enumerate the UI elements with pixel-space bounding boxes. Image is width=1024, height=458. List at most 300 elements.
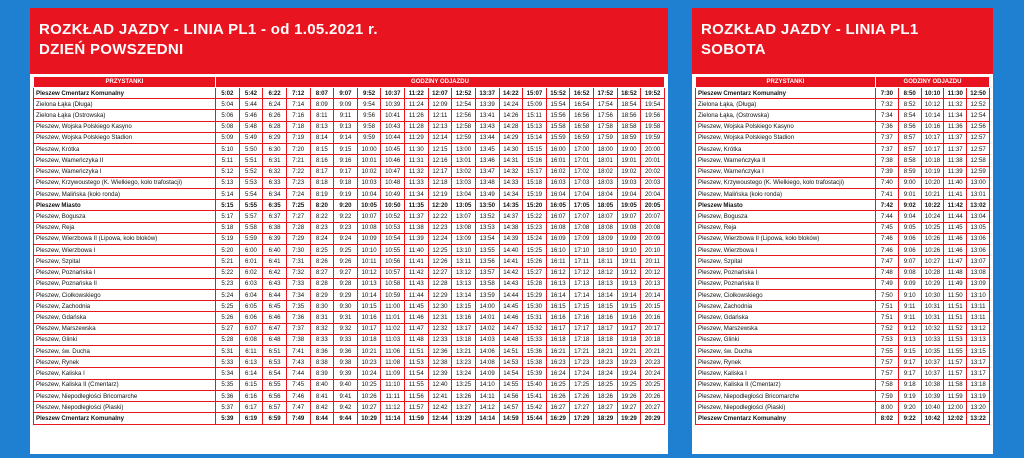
departure-time: 9:42 [334,402,358,413]
departure-time: 19:13 [617,278,641,289]
departure-time: 6:15 [239,379,263,390]
departure-time: 7:29 [286,233,310,244]
departure-time: 11:50 [944,289,967,300]
departure-time: 8:41 [310,390,334,401]
departure-time: 13:58 [475,278,499,289]
departure-time: 7:33 [286,278,310,289]
weekday-row [34,256,665,267]
departure-time: 9:11 [898,301,921,312]
departure-time: 11:51 [944,301,967,312]
departure-time: 14:08 [475,357,499,368]
departure-time: 17:11 [570,256,594,267]
departure-time: 20:12 [641,267,665,278]
departure-time: 6:39 [263,233,287,244]
departure-time: 10:00 [357,144,381,155]
departure-time: 15:31 [523,312,547,323]
departure-time: 8:32 [310,323,334,334]
saturday-col-times: GODZINY ODJAZDU [876,77,990,88]
departure-time: 10:21 [357,346,381,357]
departure-time: 13:06 [967,233,990,244]
departure-time: 11:42 [405,267,429,278]
departure-time: 7:34 [286,289,310,300]
departure-time: 8:11 [310,110,334,121]
departure-time: 8:24 [310,233,334,244]
departure-time: 10:03 [357,177,381,188]
departure-time: 16:18 [546,334,570,345]
departure-time: 6:40 [263,245,287,256]
departure-time: 12:39 [428,368,452,379]
departure-time: 8:00 [876,402,899,413]
departure-time: 16:17 [546,323,570,334]
departure-time: 12:16 [428,155,452,166]
weekday-row [34,301,665,312]
departure-time: 8:29 [310,289,334,300]
departure-time: 9:18 [898,379,921,390]
departure-time: 8:28 [310,278,334,289]
departure-time: 7:39 [876,166,899,177]
departure-time: 20:13 [641,278,665,289]
departure-time: 8:22 [310,211,334,222]
departure-time: 17:27 [570,402,594,413]
departure-time: 8:40 [310,379,334,390]
stop-name: Pleszew, Krzywoustego (K. Wielkiego, koło trafostacji) [34,177,216,188]
departure-time: 5:35 [216,379,240,390]
departure-time: 11:29 [405,132,429,143]
departure-time: 5:55 [239,200,263,211]
departure-time: 12:09 [428,99,452,110]
departure-time: 7:47 [286,402,310,413]
departure-time: 14:22 [499,88,523,99]
departure-time: 13:10 [967,289,990,300]
departure-time: 8:36 [310,346,334,357]
stop-name: Pleszew, Wojska Polskiego Stadion [34,132,216,143]
departure-time: 9:06 [898,233,921,244]
departure-time: 6:30 [263,144,287,155]
departure-time: 8:25 [310,245,334,256]
departure-time: 9:52 [357,88,381,99]
departure-time: 7:41 [286,346,310,357]
departure-time: 19:25 [617,379,641,390]
stop-name: Pleszew, Gdańska [696,312,876,323]
stop-name: Pleszew, Rynek [696,357,876,368]
departure-time: 5:52 [239,166,263,177]
departure-time: 15:09 [523,99,547,110]
departure-time: 20:03 [641,177,665,188]
departure-time: 19:58 [641,121,665,132]
departure-time: 15:13 [523,121,547,132]
departure-time: 15:18 [523,177,547,188]
departure-time: 13:08 [967,267,990,278]
departure-time: 6:08 [239,334,263,345]
departure-time: 19:02 [617,166,641,177]
departure-time: 11:08 [381,357,405,368]
departure-time: 8:09 [310,99,334,110]
departure-time: 14:42 [499,267,523,278]
departure-time: 16:56 [570,110,594,121]
departure-time: 16:23 [546,357,570,368]
departure-time: 11:02 [381,323,405,334]
departure-time: 13:47 [475,166,499,177]
departure-time: 5:24 [216,289,240,300]
departure-time: 9:11 [898,312,921,323]
departure-time: 10:16 [921,121,944,132]
departure-time: 13:23 [452,357,476,368]
departure-time: 15:39 [523,368,547,379]
departure-time: 17:56 [594,110,618,121]
departure-time: 18:29 [594,413,618,424]
departure-time: 12:13 [428,121,452,132]
stop-name: Pleszew, Glinki [34,334,216,345]
departure-time: 11:32 [944,99,967,110]
departure-time: 20:04 [641,188,665,199]
saturday-col-stops: PRZYSTANKI [696,77,876,88]
departure-time: 16:21 [546,346,570,357]
departure-time: 10:24 [921,211,944,222]
weekday-row [34,144,665,155]
departure-time: 13:17 [967,368,990,379]
departure-time: 5:53 [239,177,263,188]
departure-time: 10:37 [921,368,944,379]
departure-time: 16:25 [546,379,570,390]
departure-time: 12:54 [967,110,990,121]
departure-time: 13:24 [452,368,476,379]
departure-time: 19:11 [617,256,641,267]
departure-time: 11:51 [944,312,967,323]
departure-time: 16:05 [546,200,570,211]
departure-time: 20:00 [641,144,665,155]
departure-time: 19:14 [617,289,641,300]
departure-time: 16:59 [570,132,594,143]
departure-time: 10:12 [357,267,381,278]
stop-name: Pleszew, św. Ducha [34,346,216,357]
departure-time: 9:10 [898,289,921,300]
departure-time: 13:59 [475,289,499,300]
stop-name: Pleszew, Kaliska II (Cmentarz) [34,379,216,390]
stop-name: Pleszew, Ciołkowskiego [696,289,876,300]
departure-time: 20:07 [641,211,665,222]
departure-time: 19:54 [641,99,665,110]
stop-name: Pleszew, Rynek [34,357,216,368]
departure-time: 11:38 [944,155,967,166]
departure-time: 9:13 [334,121,358,132]
stop-name: Pleszew, Malińska (koło ronda) [696,188,876,199]
departure-time: 13:48 [475,177,499,188]
departure-time: 11:37 [944,132,967,143]
departure-time: 11:58 [944,379,967,390]
departure-time: 11:01 [381,312,405,323]
departure-time: 13:02 [967,200,990,211]
departure-time: 6:00 [239,245,263,256]
stop-name: Pleszew, Wamеńczyka II [34,155,216,166]
departure-time: 15:25 [523,245,547,256]
departure-time: 13:19 [967,390,990,401]
departure-time: 14:35 [499,200,523,211]
departure-time: 9:28 [334,278,358,289]
weekday-row [34,289,665,300]
departure-time: 16:26 [546,390,570,401]
departure-time: 5:09 [216,132,240,143]
departure-time: 9:13 [898,334,921,345]
departure-time: 5:57 [239,211,263,222]
stop-name: Pleszew, Marszewska [34,323,216,334]
departure-time: 10:49 [381,188,405,199]
departure-time: 10:57 [381,267,405,278]
stop-name: Pleszew, Reja [34,222,216,233]
departure-time: 12:52 [452,88,476,99]
departure-time: 11:52 [944,323,967,334]
departure-time: 7:31 [286,256,310,267]
departure-time: 16:29 [546,413,570,424]
weekday-row [34,312,665,323]
departure-time: 10:27 [921,256,944,267]
departure-time: 10:56 [381,256,405,267]
departure-time: 9:00 [898,177,921,188]
departure-time: 10:29 [357,413,381,424]
departure-time: 20:01 [641,155,665,166]
departure-time: 11:39 [944,166,967,177]
stop-name: Pleszew, Bogusza [696,211,876,222]
departure-time: 17:01 [570,155,594,166]
departure-time: 7:52 [876,323,899,334]
departure-time: 13:02 [452,166,476,177]
departure-time: 18:16 [594,312,618,323]
departure-time: 11:10 [381,379,405,390]
departure-time: 9:02 [898,200,921,211]
departure-time: 7:36 [876,121,899,132]
departure-time: 18:27 [594,402,618,413]
departure-time: 6:19 [239,413,263,424]
departure-time: 7:38 [286,334,310,345]
departure-time: 12:32 [428,323,452,334]
departure-time: 10:10 [921,88,944,99]
departure-time: 14:33 [499,177,523,188]
departure-time: 14:41 [499,256,523,267]
departure-time: 18:04 [594,188,618,199]
stop-name: Pleszew, Wamеńczyka I [34,166,216,177]
departure-time: 7:51 [876,312,899,323]
departure-time: 13:07 [452,211,476,222]
departure-time: 16:09 [546,233,570,244]
departure-time: 9:07 [898,256,921,267]
departure-time: 13:11 [452,256,476,267]
departure-time: 12:57 [967,144,990,155]
departure-time: 7:46 [286,390,310,401]
weekday-row [34,278,665,289]
departure-time: 17:09 [570,233,594,244]
departure-time: 20:08 [641,222,665,233]
departure-time: 9:15 [898,346,921,357]
departure-time: 15:38 [523,357,547,368]
stop-name: Pleszew, Poznańska II [34,278,216,289]
departure-time: 12:30 [428,301,452,312]
departure-time: 18:21 [594,346,618,357]
departure-time: 7:51 [876,301,899,312]
departure-time: 7:32 [876,99,899,110]
departure-time: 10:23 [357,357,381,368]
departure-time: 10:15 [357,301,381,312]
departure-time: 11:46 [944,233,967,244]
departure-time: 9:44 [334,413,358,424]
departure-time: 14:59 [499,413,523,424]
departure-time: 15:29 [523,289,547,300]
departure-time: 19:29 [617,413,641,424]
departure-time: 9:22 [334,211,358,222]
departure-time: 6:55 [263,379,287,390]
departure-time: 12:56 [967,121,990,132]
departure-time: 10:31 [921,301,944,312]
departure-time: 14:43 [499,278,523,289]
departure-time: 13:06 [967,245,990,256]
departure-time: 12:00 [944,402,967,413]
departure-time: 5:59 [239,233,263,244]
departure-time: 8:30 [310,301,334,312]
departure-time: 18:07 [594,211,618,222]
departure-time: 10:11 [357,256,381,267]
stop-name: Pleszew, Poznańska I [34,267,216,278]
departure-time: 7:49 [876,278,899,289]
departure-time: 10:07 [357,211,381,222]
departure-time: 9:56 [357,110,381,121]
departure-time: 20:21 [641,346,665,357]
departure-time: 6:43 [263,278,287,289]
weekday-row [34,155,665,166]
departure-time: 11:53 [405,357,429,368]
departure-time: 7:30 [876,88,899,99]
departure-time: 7:32 [286,267,310,278]
departure-time: 18:12 [594,267,618,278]
departure-time: 18:00 [594,144,618,155]
departure-time: 12:52 [967,99,990,110]
departure-time: 11:59 [944,390,967,401]
saturday-row [696,155,990,166]
saturday-row [696,413,990,424]
departure-time: 9:32 [334,323,358,334]
departure-time: 9:09 [334,99,358,110]
saturday-row [696,278,990,289]
departure-time: 11:03 [381,334,405,345]
departure-time: 6:33 [263,177,287,188]
departure-time: 17:52 [594,88,618,99]
departure-time: 13:29 [452,413,476,424]
departure-time: 13:18 [967,379,990,390]
departure-time: 18:26 [594,390,618,401]
departure-time: 11:57 [944,368,967,379]
stop-name: Pleszew, Wierzbowa I [696,245,876,256]
departure-time: 6:22 [263,88,287,99]
departure-time: 5:08 [216,121,240,132]
departure-time: 12:02 [944,413,967,424]
departure-time: 10:05 [357,200,381,211]
departure-time: 9:26 [334,256,358,267]
departure-time: 6:54 [263,368,287,379]
departure-time: 13:53 [475,222,499,233]
departure-time: 9:14 [334,132,358,143]
departure-time: 11:09 [381,368,405,379]
departure-time: 13:37 [475,88,499,99]
departure-time: 12:19 [428,188,452,199]
departure-time: 9:20 [334,200,358,211]
departure-time: 8:13 [310,121,334,132]
departure-time: 13:57 [475,267,499,278]
departure-time: 20:09 [641,233,665,244]
saturday-row [696,99,990,110]
departure-time: 11:44 [405,289,429,300]
departure-time: 14:53 [499,357,523,368]
departure-time: 13:01 [967,188,990,199]
departure-time: 9:54 [357,99,381,110]
departure-time: 10:37 [381,88,405,99]
weekday-row [34,368,665,379]
departure-time: 16:01 [546,155,570,166]
departure-time: 12:54 [452,99,476,110]
departure-time: 13:46 [475,155,499,166]
departure-time: 5:19 [216,233,240,244]
departure-time: 12:07 [428,88,452,99]
stop-name: Pleszew, Szpital [34,256,216,267]
departure-time: 5:12 [216,166,240,177]
departure-time: 7:40 [876,177,899,188]
departure-time: 8:38 [310,357,334,368]
departure-time: 20:26 [641,390,665,401]
departure-time: 10:22 [921,200,944,211]
departure-time: 14:47 [499,323,523,334]
departure-time: 7:12 [286,88,310,99]
departure-time: 16:12 [546,267,570,278]
departure-time: 13:22 [967,413,990,424]
saturday-row [696,233,990,244]
departure-time: 7:45 [286,379,310,390]
departure-time: 8:52 [898,99,921,110]
departure-time: 16:08 [546,222,570,233]
departure-time: 5:14 [216,188,240,199]
departure-time: 13:25 [452,379,476,390]
departure-time: 11:55 [944,346,967,357]
departure-time: 9:41 [334,390,358,401]
departure-time: 14:06 [475,346,499,357]
departure-time: 15:54 [546,99,570,110]
departure-time: 14:00 [475,301,499,312]
departure-time: 7:50 [876,289,899,300]
departure-time: 16:02 [546,166,570,177]
departure-time: 5:44 [239,99,263,110]
departure-time: 6:59 [263,413,287,424]
stop-name: Pleszew, św. Ducha [696,346,876,357]
departure-time: 18:18 [594,334,618,345]
saturday-row [696,357,990,368]
departure-time: 13:15 [967,346,990,357]
departure-time: 10:27 [357,402,381,413]
stop-name: Pleszew, Kaliska I [34,368,216,379]
saturday-row [696,200,990,211]
departure-time: 9:33 [334,334,358,345]
departure-time: 8:17 [310,166,334,177]
weekday-row [34,357,665,368]
departure-time: 8:33 [310,334,334,345]
departure-time: 12:59 [967,166,990,177]
departure-time: 11:48 [405,334,429,345]
departure-time: 10:46 [381,155,405,166]
departure-time: 17:58 [594,121,618,132]
departure-time: 12:26 [428,256,452,267]
departure-time: 17:29 [570,413,594,424]
departure-time: 13:13 [452,278,476,289]
departure-time: 19:27 [617,402,641,413]
departure-time: 8:02 [876,413,899,424]
departure-time: 10:13 [357,278,381,289]
departure-time: 13:43 [475,121,499,132]
departure-time: 15:40 [523,379,547,390]
departure-time: 6:56 [263,390,287,401]
